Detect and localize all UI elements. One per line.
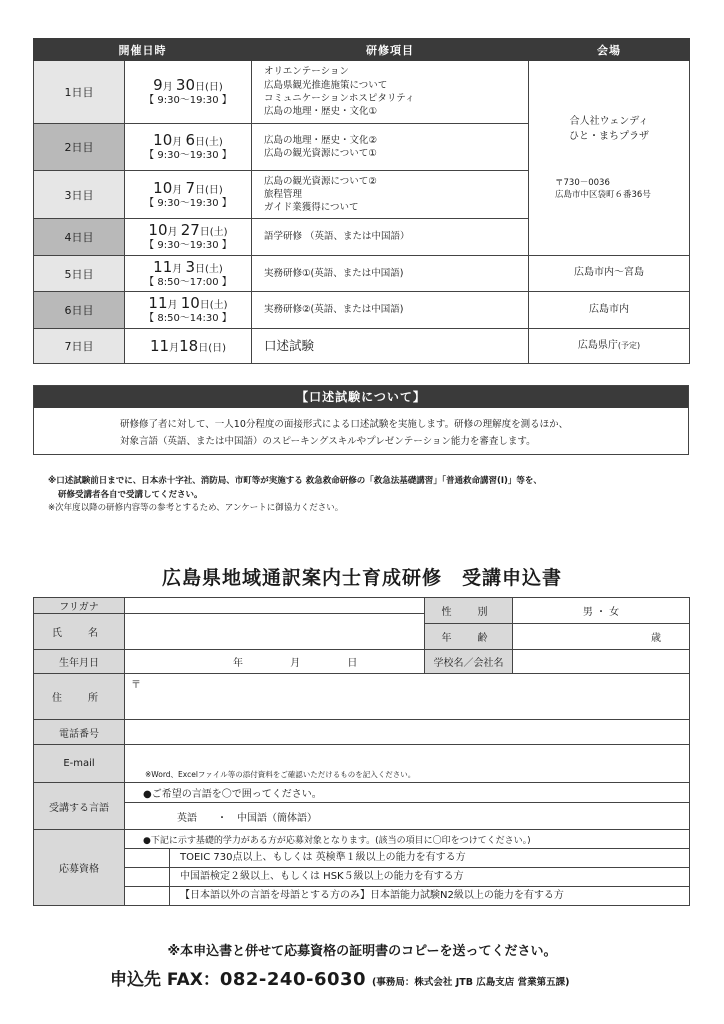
topic-cell: 広島の地理・歴史・文化② 広島の観光資源について① <box>252 124 529 171</box>
lang-label: 受講する言語 <box>34 783 125 830</box>
venue-cell: 広島県庁(予定) <box>529 329 690 364</box>
day-label: 6日目 <box>34 292 125 329</box>
address-label: 住 所 <box>34 674 125 720</box>
school-field[interactable] <box>513 650 690 674</box>
schedule-row <box>34 61 690 124</box>
date-cell: 9月 30日(日) 【 9:30～19:30 】 <box>125 61 252 124</box>
phone-row <box>34 720 690 745</box>
address-row <box>34 674 690 720</box>
oral-exam-body: 研修修了者に対して、一人10分程度の面接形式による口述試験を実施します。研修の理解度を測るほか、 対象言語（英語、または中国語）のスピーキングスキルやプレゼンテーション能力を審査します。 <box>120 419 569 447</box>
schedule-row <box>34 329 690 364</box>
main-venue-cell <box>529 61 690 256</box>
birth-row <box>34 650 690 674</box>
note-first-aid: ※口述試験前日までに、日本赤十字社、消防局、市町等が実施する 救急救命研修の「救急法基礎講習」「普通救命講習(Ⅰ)」等を、 <box>48 476 542 486</box>
topic-cell: オリエンテーション 広島県観光推進施策について コミュニケーションホスピタリティ 広島の地理・歴史・文化① <box>252 61 529 124</box>
date-dow: (日) <box>205 82 223 94</box>
note-survey: ※次年度以降の研修内容等の参考とするため、アンケートに御協力ください。 <box>48 503 344 514</box>
day-label: 7日目 <box>34 329 125 364</box>
fax-number: 082-240-6030 <box>219 969 367 990</box>
oral-exam-box <box>33 385 689 455</box>
lang-options[interactable]: 英語 ・ 中国語（簡体語） <box>125 803 690 830</box>
day-label: 2日目 <box>34 124 125 171</box>
header-topic: 研修項目 <box>252 39 529 61</box>
email-field[interactable]: ※Word、Excelファイル等の添付資料をご確認いただけるものを記入ください。 <box>125 745 690 783</box>
topic-cell: 語学研修 （英語、または中国語） <box>252 219 529 256</box>
qual-instruction: ●下記に示す基礎的学力がある方が応募対象となります。(該当の項目に〇印をつけてください。) <box>125 830 690 849</box>
email-row <box>34 745 690 783</box>
date-cell: 10月 7日(日) 【 9:30～19:30 】 <box>125 171 252 219</box>
header-venue: 会場 <box>529 39 690 61</box>
birth-field[interactable]: 年 月 日 <box>125 650 425 674</box>
qual-item[interactable]: 【日本語以外の言語を母語とする方のみ】日本語能力試験N2級以上の能力を有する方 <box>125 887 690 906</box>
qual-row <box>34 830 690 849</box>
header-date: 開催日時 <box>34 39 252 61</box>
school-label: 学校名／会社名 <box>425 650 513 674</box>
application-form <box>33 597 690 906</box>
date-cell: 10月 6日(土) 【 9:30～19:30 】 <box>125 124 252 171</box>
form-title: 広島県地域通訳案内士育成研修 受講申込書 <box>161 567 562 589</box>
age-label: 年 齢 <box>425 624 513 650</box>
lang-row <box>34 783 690 803</box>
day-label: 3日目 <box>34 171 125 219</box>
address-field[interactable]: 〒 <box>125 674 690 720</box>
topic-cell: 実務研修①(英語、または中国語) <box>252 256 529 292</box>
email-label: E-mail <box>34 745 125 783</box>
venue-name-2: ひと・まちプラザ <box>569 130 649 142</box>
fax-label: 申込先 FAX： <box>110 970 220 990</box>
schedule-header-row <box>34 39 690 61</box>
topic-cell: 実務研修②(英語、または中国語) <box>252 292 529 329</box>
footer-note: ※本申込書と併せて応募資格の証明書のコピーを送ってください。 <box>167 944 557 959</box>
office-note: (事務局：株式会社 JTB 広島支店 営業第五課) <box>372 977 570 988</box>
date-cell: 11月 3日(土) 【 8:50～17:00 】 <box>125 256 252 292</box>
phone-label: 電話番号 <box>34 720 125 745</box>
day-label: 1日目 <box>34 61 125 124</box>
qual-item[interactable]: 中国語検定２級以上、もしくは HSK５級以上の能力を有する方 <box>125 868 690 887</box>
note-first-aid-cont: 研修受講者各自で受講してください。 <box>58 489 203 500</box>
topic-cell: 口述試験 <box>252 329 529 364</box>
phone-field[interactable] <box>125 720 690 745</box>
day-label: 5日目 <box>34 256 125 292</box>
date-cell: 11月 10日(土) 【 8:50～14:30 】 <box>125 292 252 329</box>
qual-checkbox[interactable] <box>125 887 170 905</box>
schedule-row <box>34 292 690 329</box>
venue-address: 〒730－0036 広島市中区袋町６番36号 <box>555 178 651 200</box>
venue-cell: 広島市内 <box>529 292 690 329</box>
venue-name-1: 合人社ウェンディ <box>569 116 649 128</box>
furigana-label: フリガナ <box>34 598 125 614</box>
date-month: 9 <box>153 76 163 95</box>
date-time: 【 9:30～19:30 】 <box>144 95 232 107</box>
schedule-row <box>34 256 690 292</box>
name-field[interactable] <box>125 614 425 650</box>
oral-exam-heading: 【口述試験について】 <box>34 386 688 408</box>
qual-label: 応募資格 <box>34 830 125 906</box>
footer-fax <box>110 965 569 990</box>
age-field[interactable]: 歳 <box>513 624 690 650</box>
birth-label: 生年月日 <box>34 650 125 674</box>
qual-checkbox[interactable] <box>125 849 170 867</box>
day-label: 4日目 <box>34 219 125 256</box>
gender-label: 性 別 <box>425 598 513 624</box>
schedule-table <box>33 38 690 364</box>
furigana-field[interactable] <box>125 598 425 614</box>
date-day: 30 <box>175 76 195 95</box>
qual-item[interactable]: TOEIC 730点以上、もしくは 英検準１級以上の能力を有する方 <box>125 849 690 868</box>
topic-cell: 広島の観光資源について② 旅程管理 ガイド業獲得について <box>252 171 529 219</box>
gender-field[interactable]: 男 ・ 女 <box>513 598 690 624</box>
venue-cell: 広島市内～宮島 <box>529 256 690 292</box>
date-cell: 10月 27日(土) 【 9:30～19:30 】 <box>125 219 252 256</box>
furigana-row <box>34 598 690 614</box>
notes <box>48 475 698 516</box>
name-label: 氏 名 <box>34 614 125 650</box>
lang-instruction: ●ご希望の言語を〇で囲ってください。 <box>125 783 690 803</box>
qual-checkbox[interactable] <box>125 868 170 886</box>
date-cell: 11月18日(日) <box>125 329 252 364</box>
